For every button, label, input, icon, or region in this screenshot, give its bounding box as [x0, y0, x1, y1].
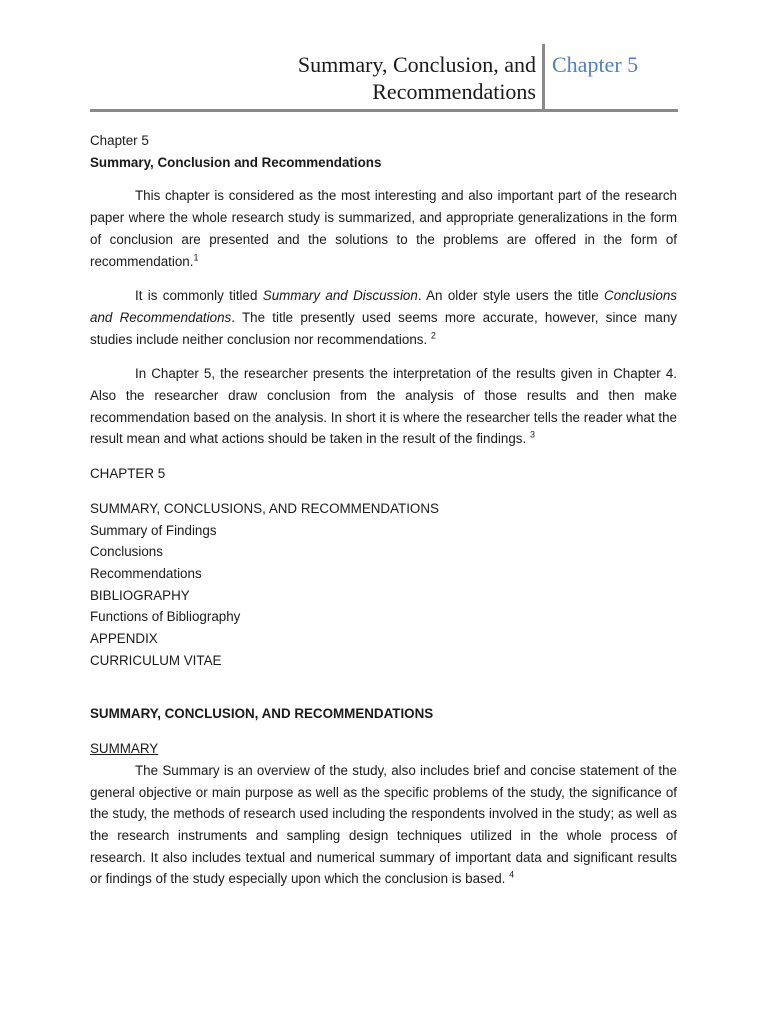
section-heading: SUMMARY, CONCLUSION, AND RECOMMENDATIONS — [90, 706, 434, 722]
spacer — [90, 485, 677, 498]
outline-sub-functions-of-bibliography: Functions of Bibliography — [90, 609, 241, 625]
header-title — [298, 51, 536, 105]
header-divider — [542, 44, 545, 110]
spacer — [90, 671, 677, 703]
outline-sub-conclusions: Conclusions — [90, 544, 163, 560]
document-body — [90, 130, 677, 890]
paragraph-intro-text: This chapter is considered as the most interesting and also important part of the research paper where the whole research study is summarized, and appropriate generalizations in the form of conclusion are presented and the solutions to the problems are offered in the form of recommendation. — [90, 188, 677, 269]
outline-sub-summary-of-findings: Summary of Findings — [90, 522, 217, 538]
header-chapter-label: Chapter 5 — [552, 52, 639, 77]
spacer — [90, 350, 677, 363]
spacer — [90, 450, 677, 463]
paragraph-chapter-purpose-text: In Chapter 5, the researcher presents the interpretation of the results given in Chapter 4. Also the researcher draw conclusion from the analysis of those results and then make recommendation based on the analysis. In short it is where the researcher tells the reader what the result mean and what actions should be taken in the result of the findings. — [90, 366, 677, 447]
spacer — [90, 272, 677, 285]
paragraph-summary — [90, 760, 677, 890]
chapter-heading: Summary, Conclusion and Recommendations — [90, 154, 382, 170]
outline-appendix: APPENDIX — [90, 631, 158, 647]
outline-sub-recommendations: Recommendations — [90, 565, 202, 581]
outline-bibliography: BIBLIOGRAPHY — [90, 587, 190, 603]
footnote-ref-2: 2 — [430, 330, 436, 341]
spacer — [90, 173, 677, 185]
footnote-ref-3: 3 — [529, 429, 535, 440]
paragraph-title-usage-part-a: It is commonly titled — [135, 288, 263, 304]
italic-summary-and-discussion: Summary and Discussion — [262, 288, 418, 304]
paragraph-title-usage-part-c: . The title presently used seems more accurate, however, since many studies include neither conclusion nor recommendations. — [90, 309, 677, 347]
italic-conclusions-and-recommendations: Conclusions and Recommendations — [90, 288, 677, 325]
header-title-line1: Summary, Conclusion, and — [297, 52, 536, 77]
header-rule — [90, 109, 678, 112]
paragraph-title-usage — [90, 285, 677, 350]
paragraph-title-usage-part-b: . An older style users the title — [417, 288, 605, 304]
footnote-ref-1: 1 — [193, 252, 199, 263]
paragraph-intro — [90, 185, 677, 272]
chapter-label: Chapter 5 — [90, 133, 149, 148]
header-title-line2: Recommendations — [372, 79, 536, 104]
paragraph-summary-text: The Summary is an overview of the study, also includes brief and concise statement of the general objective or main purpose as well as the specific problems of the study, the significance of the study, the methods of research used including the respondents involved in the study; as well as the research instruments and sampling design techniques utilized in the whole process of research. It also includes textual and numerical summary of important data and significant results or findings of the study especially upon which the conclusion is based. — [90, 762, 677, 887]
summary-subheading: SUMMARY — [90, 741, 159, 757]
outline-curriculum-vitae: CURRICULUM VITAE — [90, 652, 222, 668]
paragraph-chapter-purpose — [90, 363, 677, 450]
page-header — [90, 44, 678, 110]
outline-chapter: CHAPTER 5 — [90, 466, 166, 482]
footnote-ref-4: 4 — [509, 869, 515, 880]
spacer — [90, 725, 677, 738]
outline-section: SUMMARY, CONCLUSIONS, AND RECOMMENDATIONS — [90, 500, 439, 516]
